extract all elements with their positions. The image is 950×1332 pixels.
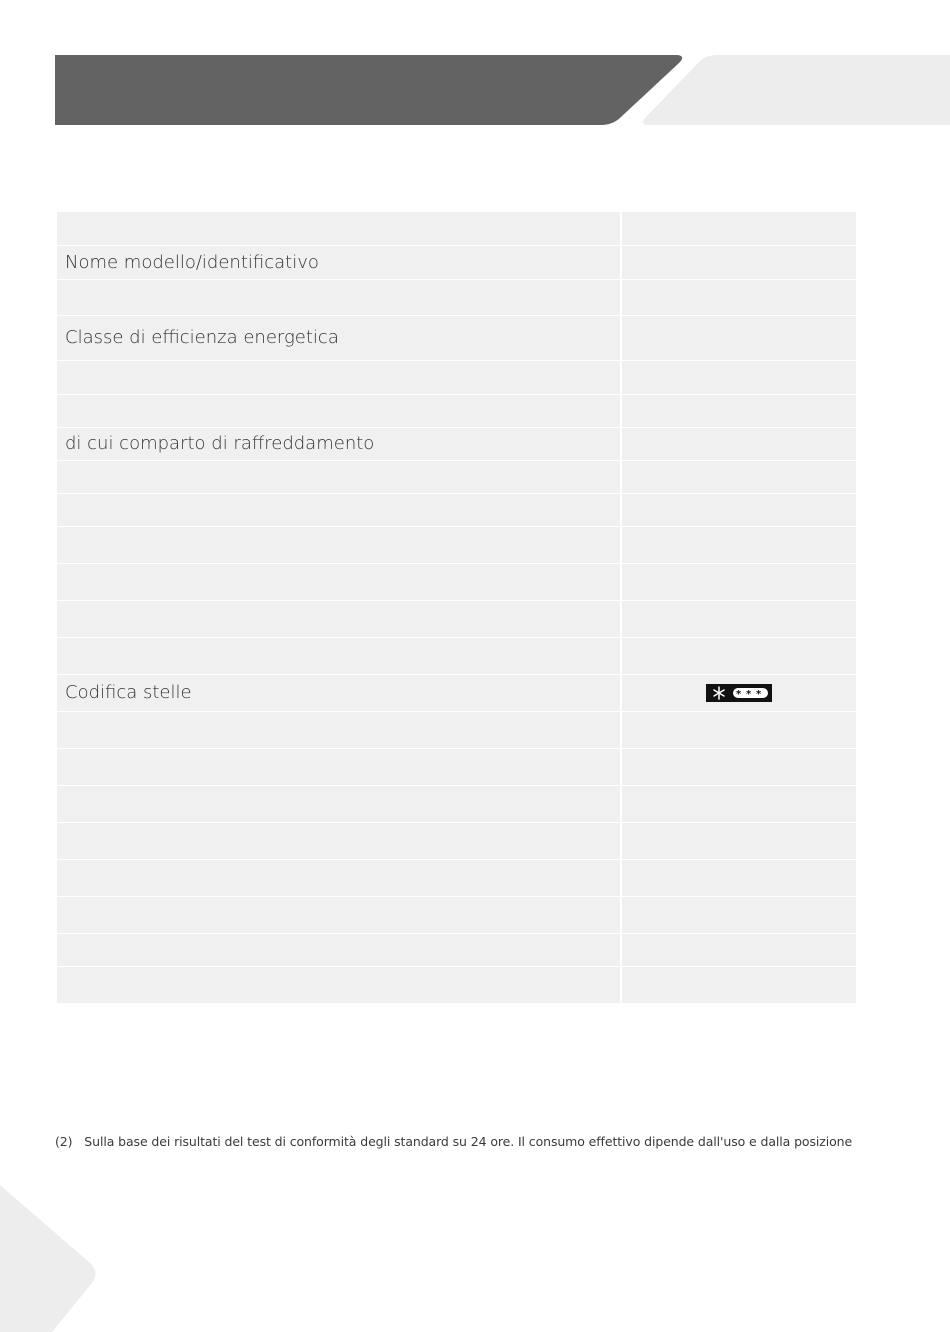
row-value	[621, 563, 856, 600]
table-row	[57, 896, 856, 933]
specs-table	[57, 212, 856, 1004]
row-label: Classe di efficienza energetica	[57, 315, 621, 360]
table-row	[57, 394, 856, 427]
row-value	[621, 460, 856, 493]
table-row	[57, 526, 856, 563]
row-label	[57, 563, 621, 600]
table-row	[57, 637, 856, 674]
row-value	[621, 600, 856, 637]
svg-text:*: *	[736, 689, 742, 700]
table-row	[57, 563, 856, 600]
row-value	[621, 360, 856, 394]
row-label	[57, 711, 621, 748]
row-value	[621, 394, 856, 427]
footnote	[55, 1134, 895, 1149]
table-row	[57, 427, 856, 460]
row-label	[57, 460, 621, 493]
row-value	[621, 748, 856, 785]
row-value	[621, 315, 856, 360]
table-row	[57, 279, 856, 315]
table-row	[57, 822, 856, 859]
header-tab	[638, 55, 950, 125]
row-value	[621, 637, 856, 674]
corner-decoration	[0, 1185, 100, 1332]
table-row	[57, 360, 856, 394]
row-value	[621, 212, 856, 245]
table-row	[57, 785, 856, 822]
row-label: di cui comparto di raffreddamento	[57, 427, 621, 460]
row-value	[621, 966, 856, 1003]
row-label	[57, 212, 621, 245]
row-value	[621, 933, 856, 966]
four-star-freezer-icon	[706, 684, 772, 702]
table-row	[57, 748, 856, 785]
row-value	[621, 427, 856, 460]
header-banner	[55, 55, 687, 125]
svg-text:*: *	[746, 689, 752, 700]
table-row	[57, 933, 856, 966]
table-row	[57, 460, 856, 493]
table-row	[57, 966, 856, 1003]
row-label: Nome modello/identificativo	[57, 245, 621, 279]
row-label	[57, 933, 621, 966]
row-label	[57, 279, 621, 315]
row-label	[57, 493, 621, 526]
row-value	[621, 822, 856, 859]
row-label	[57, 859, 621, 896]
svg-text:*: *	[756, 689, 762, 700]
row-value	[621, 674, 856, 711]
row-value	[621, 279, 856, 315]
row-label	[57, 966, 621, 1003]
row-value	[621, 526, 856, 563]
row-label	[57, 637, 621, 674]
row-label: Codifica stelle	[57, 674, 621, 711]
row-value	[621, 245, 856, 279]
table-row	[57, 711, 856, 748]
table-row	[57, 600, 856, 637]
row-label	[57, 600, 621, 637]
row-value	[621, 711, 856, 748]
table-row	[57, 859, 856, 896]
row-value	[621, 493, 856, 526]
row-label	[57, 394, 621, 427]
row-label	[57, 526, 621, 563]
row-label	[57, 748, 621, 785]
row-label	[57, 785, 621, 822]
table-row	[57, 674, 856, 711]
footnote-number: (2)	[55, 1134, 73, 1149]
table-row	[57, 493, 856, 526]
table-row	[57, 212, 856, 245]
row-label	[57, 896, 621, 933]
table-row	[57, 245, 856, 279]
row-label	[57, 822, 621, 859]
row-value	[621, 785, 856, 822]
footnote-text: Sulla base dei risultati del test di conformità degli standard su 24 ore. Il consumo effettivo dipende dall'uso e dalla posizione	[84, 1134, 853, 1149]
table-row	[57, 315, 856, 360]
row-label	[57, 360, 621, 394]
row-value	[621, 859, 856, 896]
row-value	[621, 896, 856, 933]
